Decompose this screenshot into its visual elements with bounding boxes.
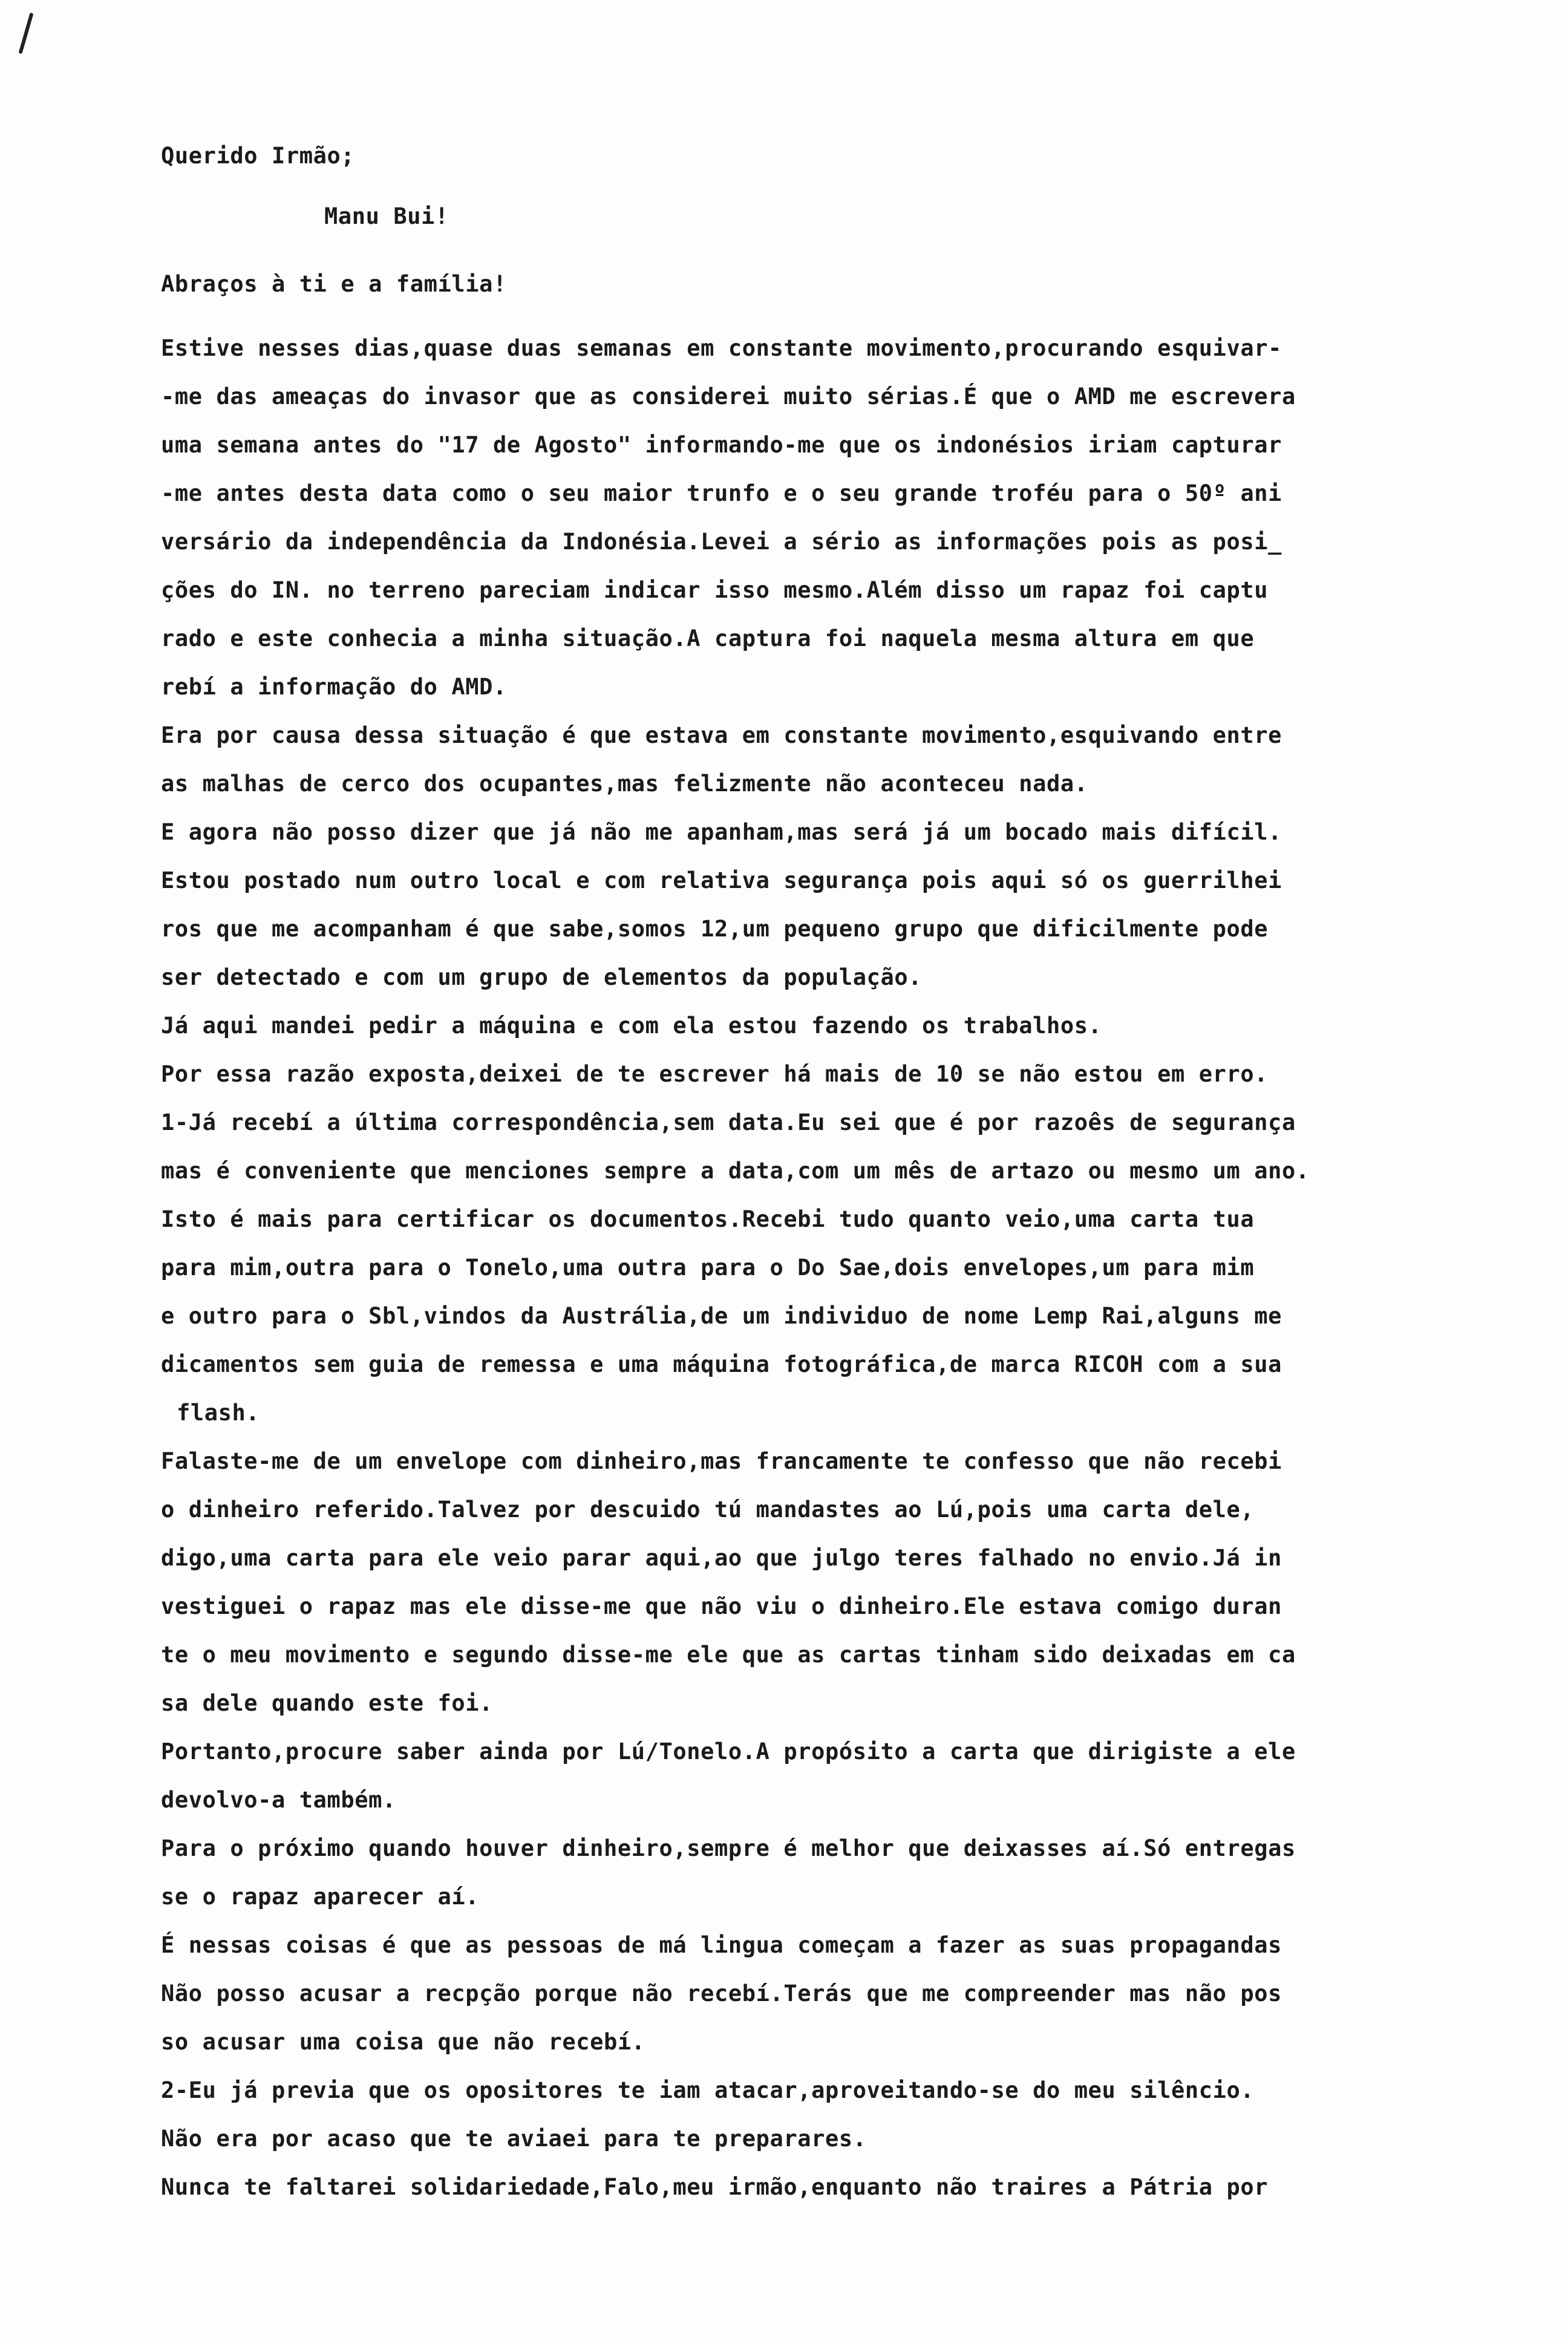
body-line: o dinheiro referido.Talvez por descuido tú mandastes ao Lú,pois uma carta dele, xyxy=(161,1497,1255,1523)
body-line: Falaste-me de um envelope com dinheiro,mas francamente te confesso que não recebi xyxy=(161,1448,1282,1474)
body-line: versário da independência da Indonésia.Levei a sério as informações pois as posi_ xyxy=(161,529,1282,555)
body-line: e outro para o Sbl,vindos da Austrália,de um individuo de nome Lemp Rai,alguns me xyxy=(161,1303,1282,1329)
body-line: se o rapaz aparecer aí. xyxy=(161,1884,480,1910)
body-line: so acusar uma coisa que não recebí. xyxy=(161,2029,645,2055)
body-line: Nunca te faltarei solidariedade,Falo,meu irmão,enquanto não traires a Pátria por xyxy=(161,2174,1269,2200)
body-line: as malhas de cerco dos ocupantes,mas felizmente não aconteceu nada. xyxy=(161,771,1088,797)
body-line: Por essa razão exposta,deixei de te escrever há mais de 10 se não estou em erro. xyxy=(161,1061,1269,1087)
body-line: rado e este conhecia a minha situação.A captura foi naquela mesma altura em que xyxy=(161,625,1255,651)
body-line: sa dele quando este foi. xyxy=(161,1690,494,1716)
body-line: -me antes desta data como o seu maior trunfo e o seu grande troféu para o 50º ani xyxy=(161,480,1282,506)
body-line: dicamentos sem guia de remessa e uma máquina fotográfica,de marca RICOH com a sua xyxy=(161,1351,1282,1377)
body-line: te o meu movimento e segundo disse-me ele que as cartas tinham sido deixadas em ca xyxy=(161,1642,1296,1668)
body-line: 1-Já recebí a última correspondência,sem data.Eu sei que é por razoês de segurança xyxy=(161,1109,1296,1135)
body-line: 2-Eu já previa que os opositores te iam atacar,aproveitando-se do meu silêncio. xyxy=(161,2077,1255,2103)
body-line: ções do IN. no terreno pareciam indicar isso mesmo.Além disso um rapaz foi captu xyxy=(161,577,1269,603)
body-line: digo,uma carta para ele veio parar aqui,ao que julgo teres falhado no envio.Já in xyxy=(161,1545,1282,1571)
body-line: Era por causa dessa situação é que estava em constante movimento,esquivando entre xyxy=(161,722,1282,748)
body-line: Portanto,procure saber ainda por Lú/Tonelo.A propósito a carta que dirigiste a ele xyxy=(161,1739,1296,1765)
body-line: para mim,outra para o Tonelo,uma outra para o Do Sae,dois envelopes,um para mim xyxy=(161,1255,1255,1281)
salutation: Querido Irmão; xyxy=(161,143,355,169)
body-line: uma semana antes do "17 de Agosto" informando-me que os indonésios iriam capturar xyxy=(161,432,1282,458)
body-line: ser detectado e com um grupo de elementos da população. xyxy=(161,964,923,990)
body-line: flash. xyxy=(177,1400,260,1426)
body-line: Isto é mais para certificar os documentos.Recebi tudo quanto veio,uma carta tua xyxy=(161,1206,1255,1232)
pen-mark xyxy=(18,13,33,54)
greeting: Manu Bui! xyxy=(324,203,449,229)
body-line: ros que me acompanham é que sabe,somos 12,um pequeno grupo que dificilmente pode xyxy=(161,916,1269,942)
body-line: É nessas coisas é que as pessoas de má lingua começam a fazer as suas propagandas xyxy=(161,1932,1282,1958)
body-line: mas é conveniente que menciones sempre a data,com um mês de artazo ou mesmo um ano. xyxy=(161,1158,1310,1184)
embrace-line: Abraços à ti e a família! xyxy=(161,271,507,297)
body-line: devolvo-a também. xyxy=(161,1787,396,1813)
body-line: Estive nesses dias,quase duas semanas em constante movimento,procurando esquivar- xyxy=(161,335,1282,361)
body-line: vestiguei o rapaz mas ele disse-me que não viu o dinheiro.Ele estava comigo duran xyxy=(161,1593,1282,1619)
body-line: E agora não posso dizer que já não me apanham,mas será já um bocado mais difícil. xyxy=(161,819,1282,845)
body-line: Não posso acusar a recpção porque não recebí.Terás que me compreender mas não pos xyxy=(161,1980,1282,2006)
body-line: Não era por acaso que te aviaei para te preparares. xyxy=(161,2126,867,2152)
body-line: Para o próximo quando houver dinheiro,sempre é melhor que deixasses aí.Só entregas xyxy=(161,1835,1296,1861)
body-line: Já aqui mandei pedir a máquina e com ela estou fazendo os trabalhos. xyxy=(161,1013,1102,1039)
body-line: rebí a informação do AMD. xyxy=(161,674,507,700)
body-line: Estou postado num outro local e com relativa segurança pois aqui só os guerrilhei xyxy=(161,867,1282,893)
body-line: -me das ameaças do invasor que as considerei muito sérias.É que o AMD me escrevera xyxy=(161,384,1296,410)
